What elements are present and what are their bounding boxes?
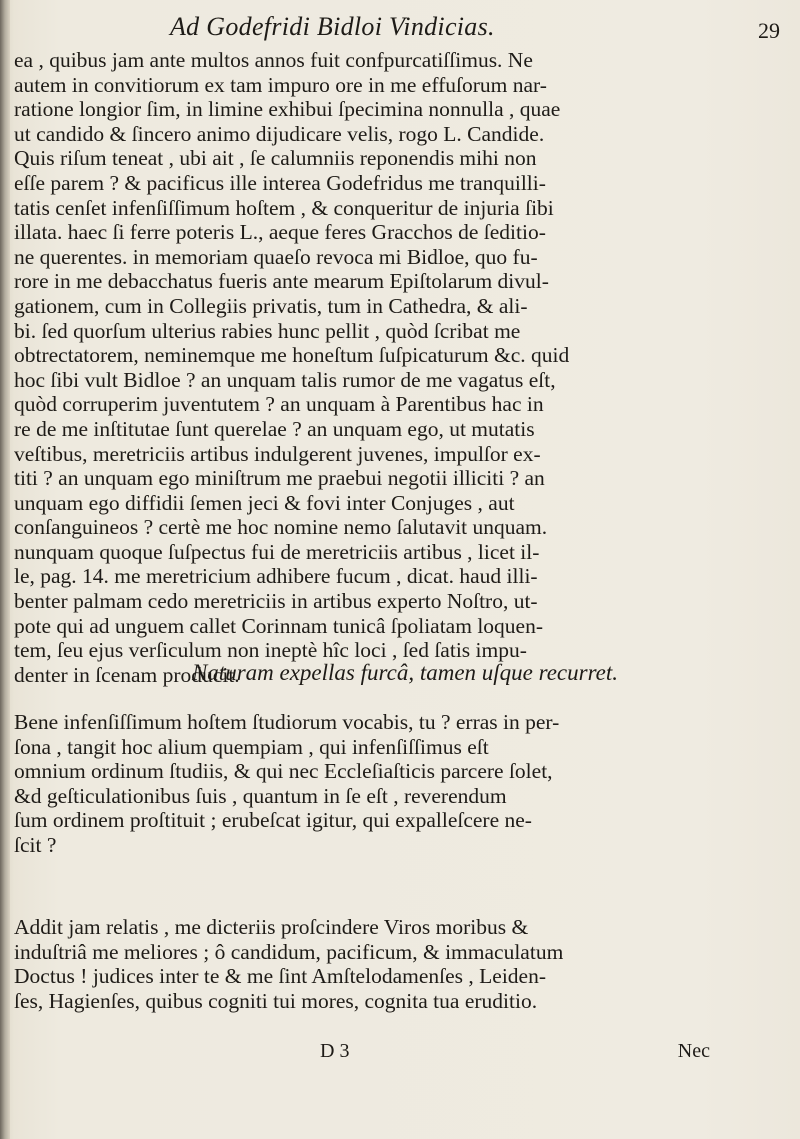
paragraph-1 — [14, 48, 788, 687]
page-footer — [0, 1040, 800, 1070]
text-line: le, pag. 14. me meretricium adhibere fucum , dicat. haud illi- — [14, 564, 538, 589]
text-line: tatis cenſet infenſiſſimum hoſtem , & conqueritur de injuria ſibi — [14, 195, 554, 220]
text-line: gationem, cum in Collegiis privatis, tum in Cathedra, & ali- — [14, 293, 528, 318]
text-line: rore in me debacchatus fueris ante mearum Epiſtolarum divul- — [14, 269, 549, 294]
text-line: omnium ordinum ſtudiis, & qui nec Eccleſiaſticis parcere ſolet, — [14, 759, 553, 784]
text-line: quòd corruperim juventutem ? an unquam à Parentibus hac in — [14, 392, 544, 417]
text-line: autem in convitiorum ex tam impuro ore in me effuſorum nar- — [14, 72, 547, 97]
text-line: titi ? an unquam ego miniſtrum me praebui negotii illiciti ? an — [14, 466, 545, 491]
text-line: ſcit ? — [14, 832, 57, 857]
text-line: hoc ſibi vult Bidloe ? an unquam talis rumor de me vagatus eſt, — [14, 367, 556, 392]
text-line: Addit jam relatis , me dicteriis proſcindere Viros moribus & — [14, 915, 529, 939]
text-line: denter in ſcenam producit. — [14, 662, 240, 687]
verse-quotation: Naturam expellas furcâ, tamen uſque recurret. — [191, 660, 619, 685]
page-number: 29 — [758, 18, 780, 43]
signature-mark: D 3 — [320, 1040, 350, 1062]
text-line: veſtibus, meretriciis artibus indulgerent juvenes, impulſor ex- — [14, 441, 541, 466]
text-line: tem, ſeu ejus verſiculum non ineptè hîc loci , ſed ſatis impu- — [14, 638, 527, 663]
text-line: illata. haec ſi ferre poteris L., aeque feres Gracchos de ſeditio- — [14, 220, 546, 245]
text-line: conſanguineos ? certè me hoc nomine nemo ſalutavit unquam. — [14, 515, 548, 540]
text-line: unquam ego diffidii ſemen jeci & fovi inter Conjuges , aut — [14, 490, 515, 515]
page-header — [0, 12, 800, 48]
text-line: bi. ſed quorſum ulterius rabies hunc pellit , quòd ſcribat me — [14, 318, 521, 343]
text-line: &d geſticulationibus ſuis , quantum in ſe eſt , reverendum — [14, 783, 507, 808]
text-line: ſum ordinem proſtituit ; erubeſcat igitur, qui expalleſcere ne- — [14, 808, 532, 833]
text-line: Doctus ! judices inter te & me ſint Amſtelodamenſes , Leiden- — [14, 964, 546, 989]
text-line: induſtriâ me meliores ; ô candidum, pacificum, & immaculatum — [14, 939, 564, 964]
text-line: ut candido & ſincero animo dijudicare velis, rogo L. Candide. — [14, 121, 545, 146]
text-line: ne querentes. in memoriam quaeſo revoca mi Bidloe, quo fu- — [14, 244, 538, 269]
text-line: ſes, Hagienſes, quibus cogniti tui mores, cognita tua eruditio. — [14, 988, 538, 1013]
text-line: obtrectatorem, neminemque me honeſtum ſuſpicaturum &c. quid — [14, 343, 570, 368]
running-head: Ad Godefridi Bidloi Vindicias. — [170, 12, 495, 41]
catchword: Nec — [677, 1040, 710, 1062]
text-line: ſona , tangit hoc alium quempiam , qui infenſiſſimus eſt — [14, 734, 489, 759]
text-line: nunquam quoque ſuſpectus fui de meretriciis artibus , licet il- — [14, 539, 540, 564]
text-line: pote qui ad unguem callet Corinnam tunicâ ſpoliatam loquen- — [14, 613, 543, 638]
text-line: ratione longior ſim, in limine exhibui ſpecimina nonnulla , quae — [14, 97, 561, 122]
text-line: benter palmam cedo meretriciis in artibus experto Noſtro, ut- — [14, 589, 538, 614]
text-line: Bene infenſiſſimum hoſtem ſtudiorum vocabis, tu ? erras in per- — [14, 710, 560, 734]
paragraph-3 — [14, 915, 788, 1013]
text-line: Quis riſum teneat , ubi ait , ſe calumniis reponendis mihi non — [14, 146, 537, 171]
page-gutter-shadow — [0, 0, 10, 1139]
text-line: ea , quibus jam ante multos annos fuit confpurcatiſſimus. Ne — [14, 48, 533, 72]
paragraph-2 — [14, 710, 788, 858]
text-line: eſſe parem ? & pacificus ille interea Godefridus me tranquilli- — [14, 170, 546, 195]
text-line: re de me inſtitutae ſunt querelae ? an unquam ego, ut mutatis — [14, 416, 535, 441]
